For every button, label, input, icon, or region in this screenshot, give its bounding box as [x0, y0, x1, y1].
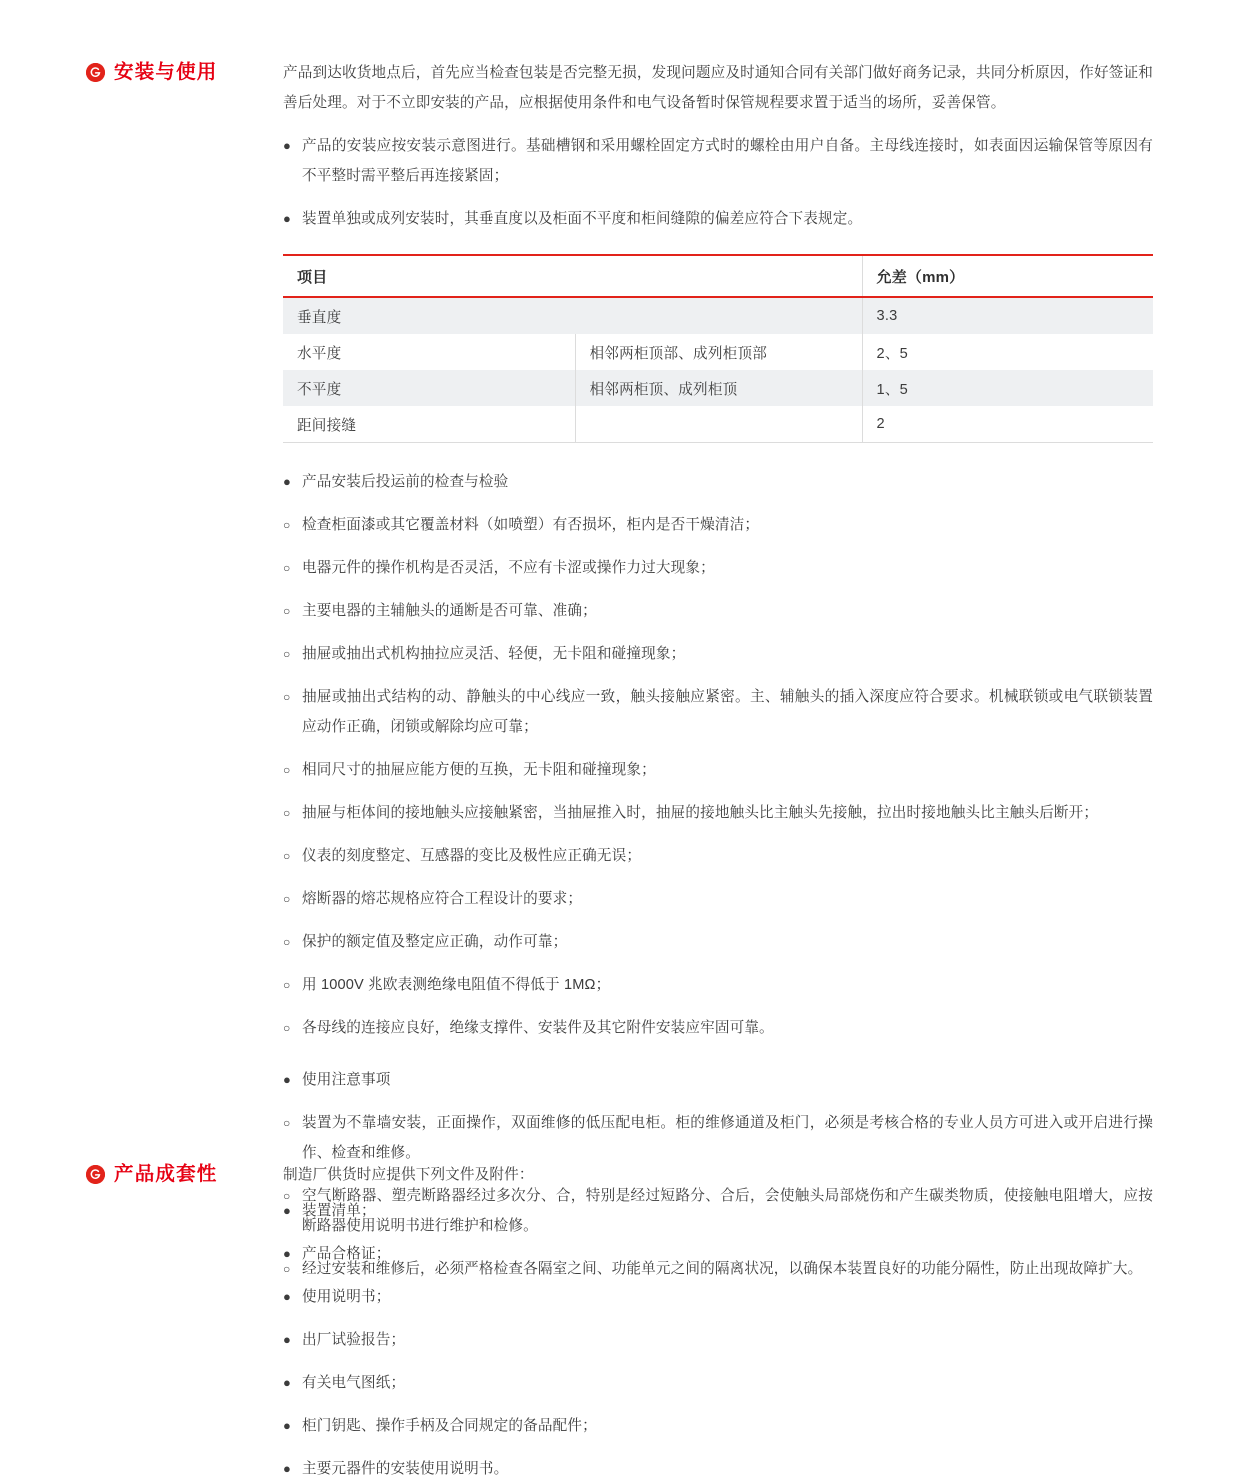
- lead-bullet-text: 装置单独或成列安装时，其垂直度以及柜面不平度和柜间缝隙的偏差应符合下表规定。: [302, 211, 863, 227]
- spacer: [283, 583, 1153, 596]
- intro-paragraph: 产品到达收货地点后，首先应当检查包装是否完整无损，发现问题应及时通知合同有关部门做好商务记录，共同分析原因，作好签证和善后处理。对于不立即安装的产品，应根据使用条件和电气设备暂时保管规程要求置于适当的场所，妥善保管。: [283, 65, 1153, 111]
- table-cell-tolerance: 2、5: [862, 334, 1153, 370]
- tolerance-table: [283, 254, 1153, 443]
- spacer: [283, 1441, 1153, 1454]
- filled-bullet-icon: ●: [283, 211, 292, 226]
- filled-bullet-icon: ●: [283, 1289, 292, 1304]
- list-item: [283, 1108, 1153, 1168]
- list-item: [283, 1282, 1153, 1312]
- table-cell-item: 水平度: [283, 334, 575, 370]
- spacer: [283, 1269, 1153, 1282]
- list-item: [283, 1196, 1153, 1226]
- list-item-text: 熔断器的熔芯规格应符合工程设计的要求；: [302, 891, 583, 907]
- hollow-bullet-icon: ○: [283, 1116, 291, 1130]
- list-item-text: 各母线的连接应良好，绝缘支撑件、安装件及其它附件安装应牢固可靠。: [302, 1020, 774, 1036]
- spacer: [283, 1095, 1153, 1108]
- table-row: [283, 370, 1153, 406]
- spacer: [283, 234, 1153, 254]
- list-item-text: 相同尺寸的抽屉应能方便的互换，无卡阻和碰撞现象；: [302, 762, 656, 778]
- list-item-text: 出厂试验报告；: [302, 1332, 406, 1348]
- lead-bullet: [283, 131, 1153, 191]
- hollow-bullet-icon: ○: [283, 849, 291, 863]
- list-item: [283, 1411, 1153, 1441]
- spacer: [283, 785, 1153, 798]
- table-row: [283, 297, 1153, 334]
- list-item-text: 抽屉与柜体间的接地触头应接触紧密，当抽屉推入时，抽屉的接地触头比主触头先接触，拉出时接地触头比主触头后断开；: [302, 805, 1099, 821]
- table-cell-item: 距间接缝: [283, 406, 575, 443]
- list-item-text: 抽屉或抽出式结构的动、静触头的中心线应一致，触头接触应紧密。主、辅触头的插入深度应符合要求。机械联锁或电气联锁装置应动作正确，闭锁或解除均应可靠；: [302, 689, 1153, 735]
- table-header-cell: 项目: [283, 255, 862, 297]
- spacer: [283, 828, 1153, 841]
- list-item-text: 主要电器的主辅触头的通断是否可靠、准确；: [302, 603, 597, 619]
- section-title: 产品成套性: [114, 1163, 218, 1185]
- section-body-completeness: [283, 1160, 1153, 1484]
- list-item-text: 有关电气图纸；: [302, 1375, 406, 1391]
- section-body-installation: [283, 58, 1153, 1284]
- section-heading-completeness: [86, 1165, 218, 1185]
- group-heading-text: 产品安装后投运前的检查与检验: [302, 474, 509, 490]
- filled-bullet-icon: ●: [283, 1332, 292, 1347]
- filled-bullet-icon: ●: [283, 1461, 292, 1476]
- hollow-bullet-icon: ○: [283, 978, 291, 992]
- spacer: [283, 1226, 1153, 1239]
- lead-bullet-text: 产品的安装应按安装示意图进行。基础槽钢和采用螺栓固定方式时的螺栓由用户自备。主母线连接时，如表面因运输保管等原因有不平整时需平整后再连接紧固；: [302, 138, 1153, 184]
- hollow-bullet-icon: ○: [283, 647, 291, 661]
- circle-g-badge-icon: [86, 63, 105, 82]
- list-item: [283, 1239, 1153, 1269]
- spacer: [283, 118, 1153, 131]
- spacer: [283, 1355, 1153, 1368]
- spacer: [283, 669, 1153, 682]
- hollow-bullet-icon: ○: [283, 763, 291, 777]
- hollow-bullet-icon: ○: [283, 690, 291, 704]
- list-item: [283, 798, 1153, 828]
- hollow-bullet-icon: ○: [283, 935, 291, 949]
- table-cell-tolerance: 1、5: [862, 370, 1153, 406]
- table-header-cell: 允差（mm）: [862, 255, 1153, 297]
- table-cell-detail: [575, 406, 862, 443]
- list-item: [283, 755, 1153, 785]
- spacer: [283, 443, 1153, 467]
- table-row: [283, 334, 1153, 370]
- list-item: [283, 553, 1153, 583]
- list-item-text: 柜门钥匙、操作手柄及合同规定的备品配件；: [302, 1418, 597, 1434]
- list-item: [283, 970, 1153, 1000]
- list-item-text: 仪表的刻度整定、互感器的变比及极性应正确无误；: [302, 848, 642, 864]
- spacer: [283, 957, 1153, 970]
- filled-bullet-icon: ●: [283, 1375, 292, 1390]
- table-cell-tolerance: 3.3: [862, 297, 1153, 334]
- table-cell-item: 不平度: [283, 370, 575, 406]
- spacer: [283, 1312, 1153, 1325]
- list-item-text: 抽屉或抽出式机构抽拉应灵活、轻便，无卡阻和碰撞现象；: [302, 646, 686, 662]
- table-cell-detail: 相邻两柜顶、成列柜顶: [575, 370, 862, 406]
- table-header-row: [283, 255, 1153, 297]
- group-heading: [283, 467, 1153, 497]
- list-item: [283, 682, 1153, 742]
- list-item: [283, 510, 1153, 540]
- intro-paragraph: 制造厂供货时应提供下列文件及附件：: [283, 1167, 534, 1183]
- spacer: [283, 191, 1153, 204]
- list-item: [283, 639, 1153, 669]
- list-item-text: 产品合格证；: [302, 1246, 391, 1262]
- spacer: [283, 497, 1153, 510]
- filled-bullet-icon: ●: [283, 1246, 292, 1261]
- lead-bullet: [283, 204, 1153, 234]
- spacer: [283, 871, 1153, 884]
- circle-g-badge-icon: [86, 1165, 105, 1184]
- list-item-text: 装置为不靠墙安装，正面操作，双面维修的低压配电柜。柜的维修通道及柜门，必须是考核合格的专业人员方可进入或开启进行操作、检查和维修。: [302, 1115, 1153, 1161]
- hollow-bullet-icon: ○: [283, 561, 291, 575]
- spacer: [283, 540, 1153, 553]
- list-item: [283, 1368, 1153, 1398]
- list-item: [283, 596, 1153, 626]
- list-item-text: 使用说明书；: [302, 1289, 391, 1305]
- spacer: [283, 1000, 1153, 1013]
- list-item: [283, 841, 1153, 871]
- list-item: [283, 1454, 1153, 1484]
- spacer: [283, 742, 1153, 755]
- group-heading-text: 使用注意事项: [302, 1072, 391, 1088]
- hollow-bullet-icon: ○: [283, 892, 291, 906]
- group-heading: [283, 1065, 1153, 1095]
- list-item-text: 装置清单；: [302, 1203, 376, 1219]
- spacer: [283, 914, 1153, 927]
- hollow-bullet-icon: ○: [283, 806, 291, 820]
- list-item-text: 电器元件的操作机构是否灵活，不应有卡涩或操作力过大现象；: [302, 560, 715, 576]
- spacer: [283, 1043, 1153, 1065]
- hollow-bullet-icon: ○: [283, 518, 291, 532]
- hollow-bullet-icon: ○: [283, 1262, 291, 1276]
- list-item: [283, 1325, 1153, 1355]
- spacer: [283, 626, 1153, 639]
- list-item: [283, 1013, 1153, 1043]
- hollow-bullet-icon: ○: [283, 1189, 291, 1203]
- section-heading-installation: [86, 63, 218, 83]
- hollow-bullet-icon: ○: [283, 604, 291, 618]
- hollow-bullet-icon: ○: [283, 1021, 291, 1035]
- filled-bullet-icon: ●: [283, 474, 292, 489]
- list-item-text: 检查柜面漆或其它覆盖材料（如喷塑）有否损坏，柜内是否干燥清洁；: [302, 517, 760, 533]
- list-item-text: 保护的额定值及整定应正确，动作可靠；: [302, 934, 568, 950]
- table-row: [283, 406, 1153, 443]
- filled-bullet-icon: ●: [283, 1203, 292, 1218]
- section-title: 安装与使用: [114, 61, 218, 83]
- list-item: [283, 884, 1153, 914]
- filled-bullet-icon: ●: [283, 1072, 292, 1087]
- table-cell-item: 垂直度: [283, 297, 862, 334]
- list-item-text: 主要元器件的安装使用说明书。: [302, 1461, 509, 1477]
- list-item: [283, 927, 1153, 957]
- table-cell-tolerance: 2: [862, 406, 1153, 443]
- spacer: [283, 1398, 1153, 1411]
- list-item-text: 经过安装和维修后，必须严格检查各隔室之间、功能单元之间的隔离状况，以确保本装置良好的功能分隔性，防止出现故障扩大。: [302, 1261, 1143, 1277]
- filled-bullet-icon: ●: [283, 138, 292, 153]
- list-item-text: 用 1000V 兆欧表测绝缘电阻值不得低于 1MΩ；: [302, 977, 611, 993]
- list-item-text: 空气断路器、塑壳断路器经过多次分、合，特别是经过短路分、合后，会使触头局部烧伤和产生碳类物质，使接触电阻增大，应按断路器使用说明书进行维护和检修。: [302, 1188, 1153, 1234]
- table-cell-detail: 相邻两柜顶部、成列柜顶部: [575, 334, 862, 370]
- filled-bullet-icon: ●: [283, 1418, 292, 1433]
